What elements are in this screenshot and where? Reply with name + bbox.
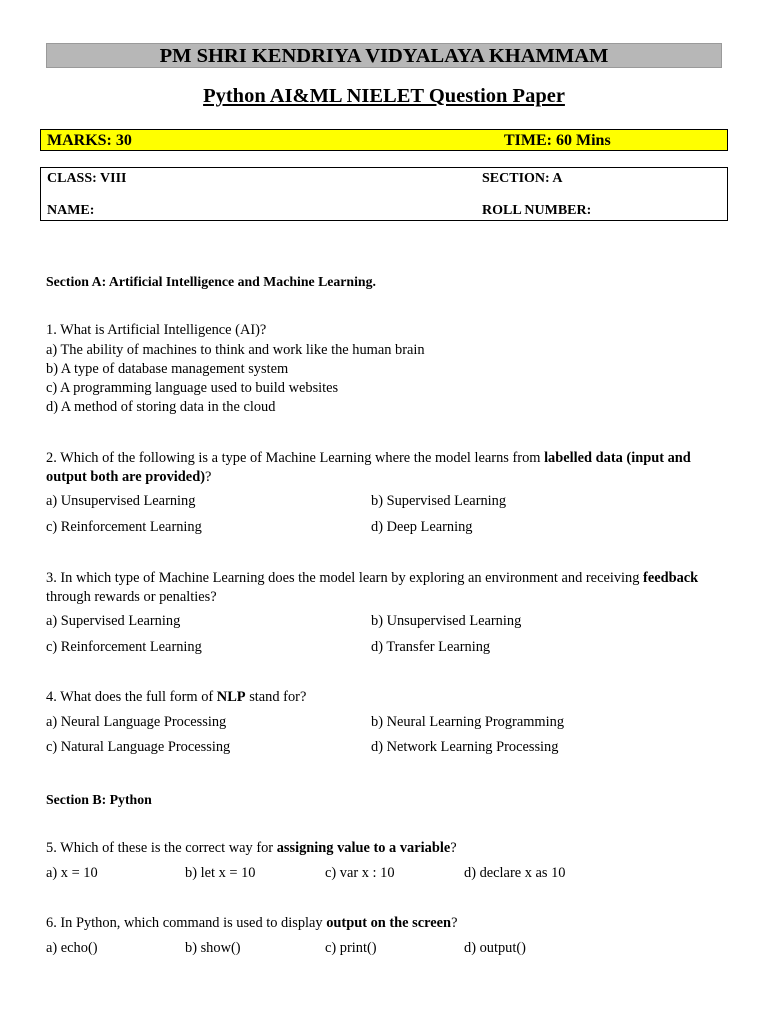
q4-option-d: d) Network Learning Processing (371, 739, 559, 755)
q4-bold-text: NLP (216, 689, 246, 705)
q4-option-a: a) Neural Language Processing (46, 714, 227, 730)
q3-option-b: b) Unsupervised Learning (371, 613, 522, 629)
name-label: NAME: (47, 203, 95, 218)
q4-text-end: stand for? (245, 689, 307, 705)
q3-text-end: through rewards or penalties? (46, 589, 217, 605)
q5-text: 5. Which of these is the correct way for (46, 840, 277, 856)
q2-bold-text: labelled data (input and output both are provided) (46, 450, 691, 485)
q6-text-end: ? (451, 915, 458, 931)
q4-option-c: c) Natural Language Processing (46, 739, 231, 755)
student-info-box (40, 167, 728, 221)
q2-text: 2. Which of the following is a type of Machine Learning where the model learns from (46, 450, 545, 466)
q6-bold-text: output on the screen (326, 915, 452, 931)
q1-option-b: b) A type of database management system (46, 361, 289, 377)
q2-option-a: a) Unsupervised Learning (46, 493, 196, 509)
q5-option-d: d) declare x as 10 (464, 865, 566, 881)
section-b-heading: Section B: Python (46, 792, 152, 807)
q3-option-c: c) Reinforcement Learning (46, 639, 202, 655)
roll-number-label: ROLL NUMBER: (482, 203, 592, 218)
q2-option-d: d) Deep Learning (371, 519, 473, 535)
class-label: CLASS: VIII (47, 171, 127, 186)
q3-text: 3. In which type of Machine Learning does the model learn by exploring an environment and receiving (46, 570, 644, 586)
school-name: PM SHRI KENDRIYA VIDYALAYA KHAMMAM (46, 43, 722, 68)
q6-option-a: a) echo() (46, 940, 98, 956)
q3-bold-text: feedback (643, 570, 699, 586)
marks-label: MARKS: 30 (47, 132, 132, 149)
q1-option-d: d) A method of storing data in the cloud (46, 399, 276, 415)
q3-option-d: d) Transfer Learning (371, 639, 491, 655)
q6-text: 6. In Python, which command is used to display (46, 915, 327, 931)
time-label: TIME: 60 Mins (504, 132, 611, 149)
q2-option-b: b) Supervised Learning (371, 493, 507, 509)
section-a-heading: Section A: Artificial Intelligence and Machine Learning. (46, 274, 376, 289)
q5-option-b: b) let x = 10 (185, 865, 256, 881)
q5-option-c: c) var x : 10 (325, 865, 395, 881)
q1-option-c: c) A programming language used to build websites (46, 380, 339, 396)
question-6 (46, 914, 726, 933)
q5-option-a: a) x = 10 (46, 865, 98, 881)
q4-option-b: b) Neural Learning Programming (371, 714, 565, 730)
q3-option-a: a) Supervised Learning (46, 613, 181, 629)
q1-option-a: a) The ability of machines to think and work like the human brain (46, 342, 425, 358)
q6-option-b: b) show() (185, 940, 241, 956)
q4-text: 4. What does the full form of (46, 689, 217, 705)
question-1: 1. What is Artificial Intelligence (AI)? (46, 322, 267, 338)
q6-option-c: c) print() (325, 940, 377, 956)
section-label: SECTION: A (482, 171, 563, 186)
question-2 (46, 449, 726, 487)
q2-option-c: c) Reinforcement Learning (46, 519, 202, 535)
question-4 (46, 688, 726, 707)
question-5 (46, 839, 726, 858)
question-3 (46, 569, 726, 607)
q5-bold-text: assigning value to a variable (276, 840, 451, 856)
paper-title: Python AI&ML NIELET Question Paper (203, 85, 565, 107)
q5-text-end: ? (450, 840, 457, 856)
q2-text-end: ? (205, 469, 212, 485)
marks-time-bar (40, 129, 728, 151)
q6-option-d: d) output() (464, 940, 526, 956)
